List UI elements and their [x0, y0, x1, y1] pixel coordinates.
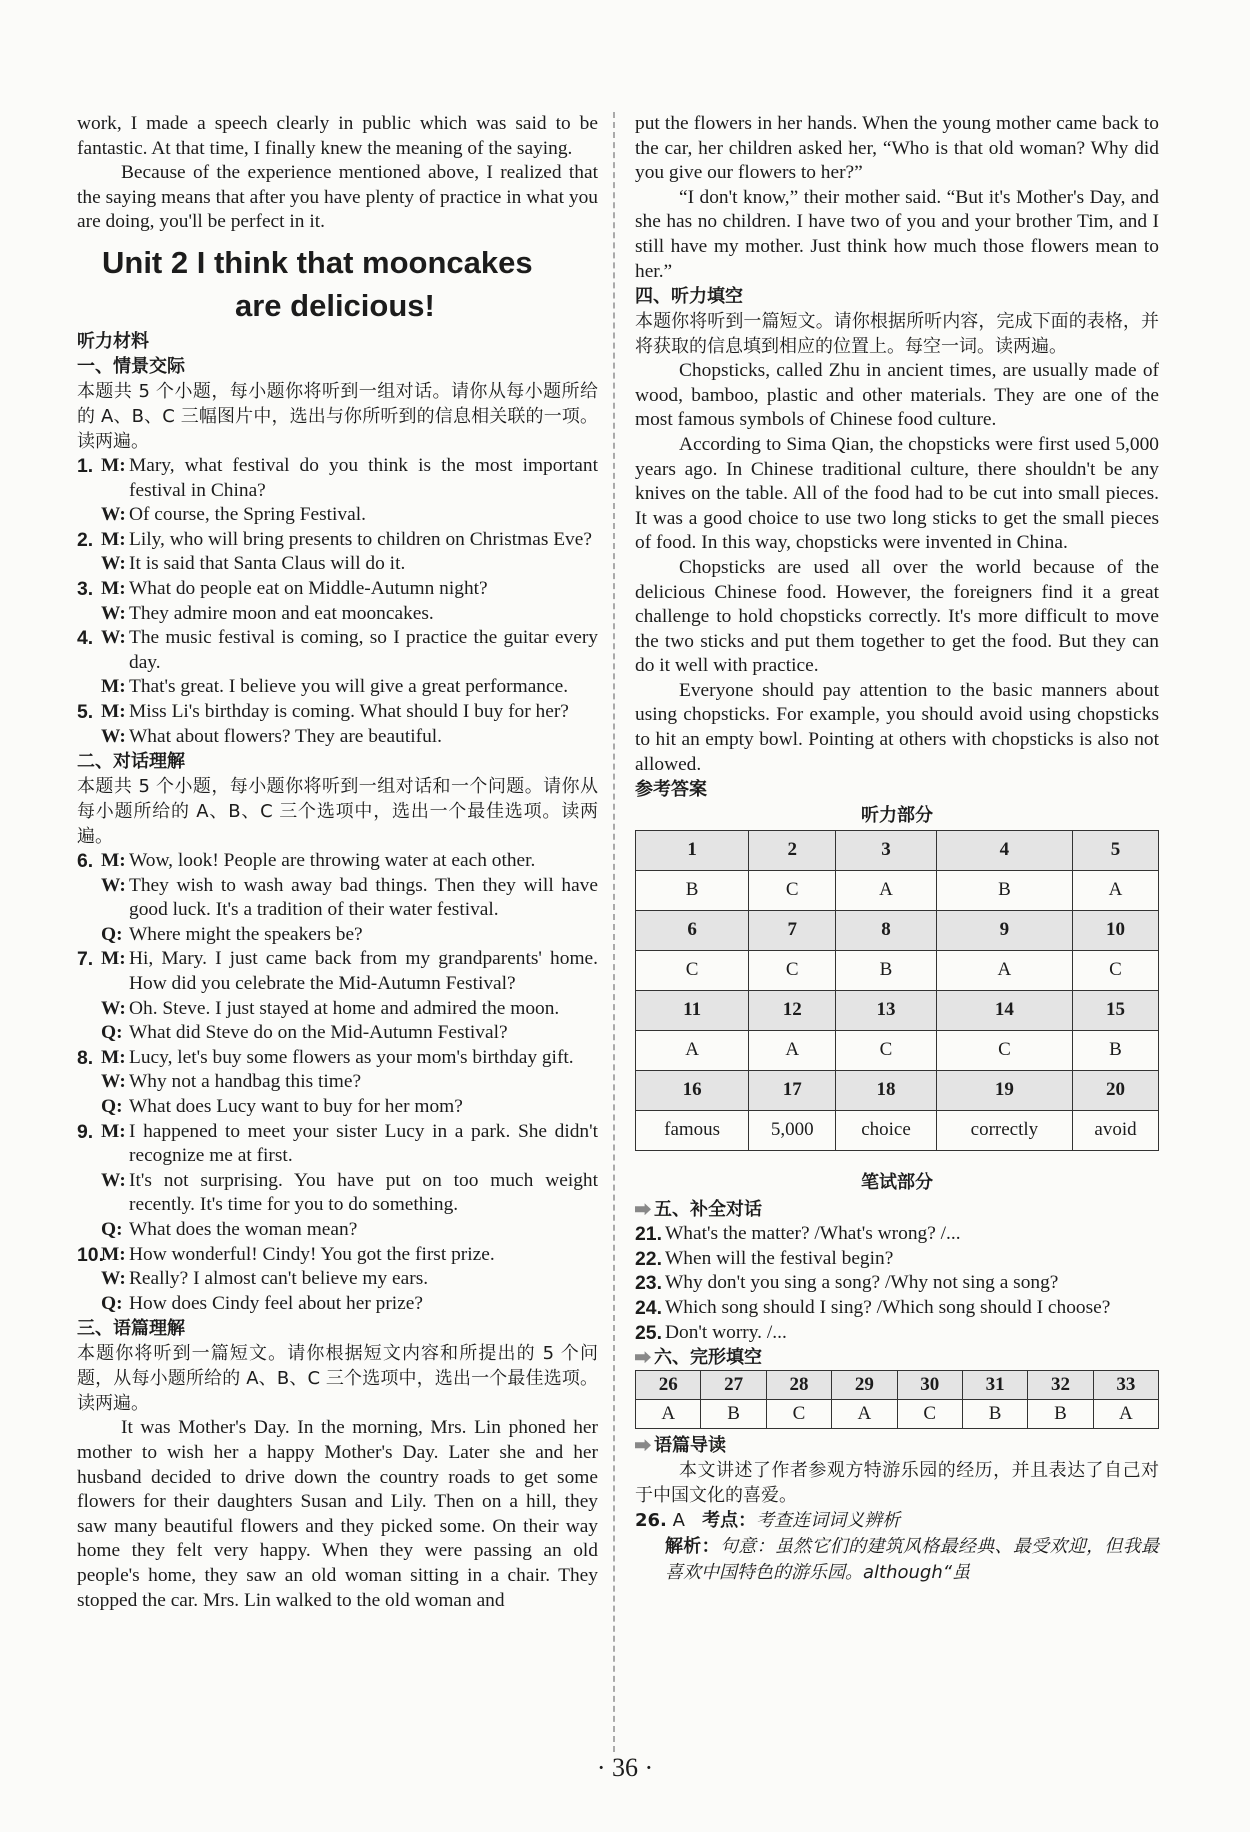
- reply-paragraph: “I don't know,” their mother said. “But it's Mother's Day, and she has no children. I have two of you and your brother Tim, and I still have my mother. Just think how much those flowers mean to her.”: [635, 186, 1159, 282]
- table-cell: 3: [836, 831, 937, 871]
- table-cell: 17: [749, 1071, 836, 1111]
- intro-paragraph: work, I made a speech clearly in public which was said to be fantastic. At that time, I finally knew the meaning of the saying.: [77, 113, 598, 159]
- answer-text: What's the matter? /What's wrong? /...: [665, 1223, 961, 1245]
- written-part-heading: 笔试部分: [861, 1172, 933, 1194]
- table-cell: A: [636, 1031, 749, 1071]
- section4-title: 四、听力填空: [635, 286, 743, 308]
- cloze-cell: 28: [766, 1371, 831, 1400]
- dialog-line: [77, 1095, 598, 1120]
- dialog-line: [77, 454, 598, 503]
- cloze-cell: A: [1093, 1400, 1158, 1429]
- dialog-text: What do people eat on Middle-Autumn night?: [129, 577, 488, 599]
- dialog-text: Wow, look! People are throwing water at each other.: [129, 850, 536, 872]
- answer-number: 21.: [635, 1223, 662, 1246]
- answer-line: [635, 1247, 1159, 1272]
- answer-number: 22.: [635, 1247, 662, 1270]
- table-row: [636, 871, 1159, 911]
- dialog-number: 6.: [77, 850, 94, 873]
- answer-number: 24.: [635, 1297, 662, 1320]
- cloze-cell: 30: [897, 1371, 962, 1400]
- dialog-text: They admire moon and eat mooncakes.: [129, 602, 434, 624]
- dialog-number: 1.: [77, 454, 94, 477]
- table-cell: 8: [836, 911, 937, 951]
- cloze-cell: 26: [636, 1371, 701, 1400]
- q26-answer: A: [672, 1510, 685, 1532]
- table-cell: A: [836, 871, 937, 911]
- dialog-line: [77, 1218, 598, 1243]
- speaker-label: W:: [101, 1169, 126, 1191]
- dialog-line: [77, 675, 598, 700]
- table-cell: C: [936, 1031, 1072, 1071]
- answer-line: [635, 1296, 1159, 1321]
- dialog-text: Where might the speakers be?: [129, 923, 363, 945]
- dialog-number: 4.: [77, 627, 94, 650]
- dialog-text: They wish to wash away bad things. Then they will have good luck. It's a tradition of their water festival.: [129, 874, 598, 921]
- q26-number: 26.: [635, 1510, 667, 1532]
- dialog-text: What about flowers? They are beautiful.: [129, 725, 442, 747]
- speaker-label: W:: [101, 553, 126, 575]
- table-cell: choice: [836, 1111, 937, 1151]
- table-cell: C: [636, 951, 749, 991]
- table-cell: A: [749, 1031, 836, 1071]
- table-cell: C: [836, 1031, 937, 1071]
- dialog-text: It's not surprising. You have put on too much weight recently. It's time for you to do something.: [129, 1169, 598, 1216]
- jiexi-label: 解析：: [665, 1536, 720, 1558]
- unit-title-line1: Unit 2 I think that mooncakes: [102, 244, 533, 280]
- section5-title: 五、补全对话: [635, 1197, 1159, 1222]
- table-cell: 13: [836, 991, 937, 1031]
- dialog-line: [77, 874, 598, 923]
- table-row: [636, 911, 1159, 951]
- table-cell: famous: [636, 1111, 749, 1151]
- cloze-cell: B: [701, 1400, 766, 1429]
- dialog-line: [77, 1169, 598, 1218]
- table-cell: 9: [936, 911, 1072, 951]
- cloze-cell: 31: [962, 1371, 1027, 1400]
- dialog-line: [77, 1292, 598, 1317]
- answer-line: [635, 1321, 1159, 1346]
- table-cell: 6: [636, 911, 749, 951]
- dialog-line: [77, 1046, 598, 1071]
- page-number: · 36 ·: [596, 1753, 654, 1782]
- table-row: [636, 1111, 1159, 1151]
- section6-title: 六、完形填空: [635, 1345, 1159, 1370]
- dialog-text: Of course, the Spring Festival.: [129, 504, 366, 526]
- table-cell: B: [836, 951, 937, 991]
- dialog-text: How does Cindy feel about her prize?: [129, 1292, 423, 1314]
- table-cell: 19: [936, 1071, 1072, 1111]
- section2-dialogs: [77, 849, 598, 1316]
- guide-text: 本文讲述了作者参观方特游乐园的经历，并且表达了自己对于中国文化的喜爱。: [635, 1460, 1159, 1507]
- section2-instructions: 本题共 5 个小题，每小题你将听到一组对话和一个问题。请你从每小题所给的 A、B、C 三个选项中，选出一个最佳选项。读两遍。: [77, 776, 598, 848]
- answer-text: Why don't you sing a song? /Why not sing a song?: [665, 1272, 1059, 1294]
- right-column: [635, 112, 1159, 1586]
- cloze-cell: A: [832, 1400, 897, 1429]
- arrow-icon: [635, 1351, 651, 1363]
- cloze-cell: B: [962, 1400, 1027, 1429]
- kaodian-text: 考查连词词义辨析: [756, 1510, 901, 1532]
- table-cell: 16: [636, 1071, 749, 1111]
- cloze-cell: 27: [701, 1371, 766, 1400]
- speaker-label: M:: [101, 1046, 126, 1068]
- dialog-line: [77, 503, 598, 528]
- table-cell: A: [1073, 871, 1159, 911]
- dialog-text: Really? I almost can't believe my ears.: [129, 1268, 429, 1290]
- dialog-number: 3.: [77, 577, 94, 600]
- dialog-number: 8.: [77, 1046, 94, 1069]
- speaker-label: W:: [101, 997, 126, 1019]
- dialog-text: How wonderful! Cindy! You got the first prize.: [129, 1243, 495, 1265]
- dialog-text: Miss Li's birthday is coming. What should I buy for her?: [129, 700, 569, 722]
- listening-part-heading: 听力部分: [861, 805, 933, 827]
- because-paragraph: Because of the experience mentioned above, I realized that the saying means that after you have plenty of practice in what you are doing, you'll be perfect in it.: [77, 162, 598, 233]
- kaodian-label: 考点：: [702, 1510, 757, 1532]
- table-cell: 18: [836, 1071, 937, 1111]
- chopsticks-para-4: Everyone should pay attention to the basic manners about using chopsticks. For example, you should avoid using chopsticks to hit an empty bowl. Pointing at others with chopsticks is also not allowed.: [635, 679, 1159, 775]
- table-row: [636, 991, 1159, 1031]
- section1-title: 一、情景交际: [77, 355, 185, 377]
- table-cell: 1: [636, 831, 749, 871]
- section3-passage: It was Mother's Day. In the morning, Mrs. Lin phoned her mother to wish her a happy Mother's Day. Later she and her husband decided to drive down the country roads to get some flowers for their daughters Susan and Lily. Then on a hill, they saw many beautiful flowers and they picked some. On their way home they felt very happy. When they were passing an old people's home, they saw an old woman sitting in a chair. They stopped the car. Mrs. Lin walked to the old woman and: [77, 1417, 598, 1611]
- speaker-label: M:: [101, 676, 126, 698]
- answer-text: When will the festival begin?: [665, 1247, 894, 1269]
- speaker-label: Q:: [101, 1096, 123, 1118]
- table-cell: C: [749, 871, 836, 911]
- speaker-label: W:: [101, 1268, 126, 1290]
- dialog-line: [77, 626, 598, 675]
- arrow-icon: [635, 1203, 651, 1215]
- dialog-number: 2.: [77, 528, 94, 551]
- table-cell: 14: [936, 991, 1072, 1031]
- chopsticks-para-2: According to Sima Qian, the chopsticks were first used 5,000 years ago. In Chinese traditional culture, there shouldn't be any knives on the table. All of the food had to be cut into small pieces. It was a good choice to use two long sticks to get the small pieces of food. In this way, chopsticks were invented in China.: [635, 433, 1159, 554]
- dialog-line: [77, 1120, 598, 1169]
- table-cell: 5: [1073, 831, 1159, 871]
- q26-line: [635, 1508, 1159, 1534]
- answer-number: 23.: [635, 1272, 662, 1295]
- dialog-line: [77, 725, 598, 750]
- continued-paragraph: put the flowers in her hands. When the young mother came back to the car, her children asked her, “Who is that old woman? Why did you give our flowers to her?”: [635, 113, 1159, 184]
- dialog-line: [77, 849, 598, 874]
- speaker-label: Q:: [101, 1022, 123, 1044]
- dialog-number: 10.: [77, 1243, 104, 1266]
- dialog-number: 9.: [77, 1120, 94, 1143]
- answer-number: 25.: [635, 1321, 662, 1344]
- cloze-row: [636, 1371, 1159, 1400]
- table-cell: 12: [749, 991, 836, 1031]
- answer-text: Which song should I sing? /Which song should I choose?: [665, 1297, 1111, 1319]
- dialog-text: Oh. Steve. I just stayed at home and admired the moon.: [129, 997, 560, 1019]
- table-row: [636, 1031, 1159, 1071]
- column-divider: [613, 112, 615, 1752]
- speaker-label: Q:: [101, 923, 123, 945]
- table-cell: 2: [749, 831, 836, 871]
- dialog-line: [77, 1021, 598, 1046]
- speaker-label: W:: [101, 725, 126, 747]
- speaker-label: M:: [101, 577, 126, 599]
- table-cell: C: [749, 951, 836, 991]
- cloze-cell: 29: [832, 1371, 897, 1400]
- table-cell: B: [936, 871, 1072, 911]
- left-column: [77, 112, 598, 1613]
- dialog-number: 7.: [77, 948, 94, 971]
- speaker-label: W:: [101, 602, 126, 624]
- speaker-label: M:: [101, 850, 126, 872]
- section1-instructions: 本题共 5 个小题，每小题你将听到一组对话。请你从每小题所给的 A、B、C 三幅图片中，选出与你所听到的信息相关联的一项。读两遍。: [77, 380, 598, 452]
- table-cell: B: [1073, 1031, 1159, 1071]
- table-cell: correctly: [936, 1111, 1072, 1151]
- speaker-label: W:: [101, 1071, 126, 1093]
- speaker-label: W:: [101, 874, 126, 896]
- dialog-text: What does Lucy want to buy for her mom?: [129, 1096, 463, 1118]
- dialog-text: What does the woman mean?: [129, 1219, 358, 1240]
- table-cell: 11: [636, 991, 749, 1031]
- speaker-label: W:: [101, 504, 126, 526]
- table-cell: 7: [749, 911, 836, 951]
- table-cell: B: [636, 871, 749, 911]
- jiexi-text: 句意：虽然它们的建筑风格最经典、最受欢迎，但我最喜欢中国特色的游乐园。although“虽: [665, 1536, 1160, 1584]
- unit-title: [77, 241, 598, 327]
- table-cell: 10: [1073, 911, 1159, 951]
- chopsticks-para-3: Chopsticks are used all over the world because of the delicious Chinese food. However, the foreigners find it a great challenge to hold chopsticks correctly. It's more difficult to move the two sticks and put them together to get the food. But they can do it well with practice.: [635, 556, 1159, 677]
- table-row: [636, 951, 1159, 991]
- dialog-text: It is said that Santa Claus will do it.: [129, 553, 406, 575]
- speaker-label: Q:: [101, 1292, 123, 1314]
- cloze-cell: A: [636, 1400, 701, 1429]
- speaker-label: Q:: [101, 1219, 123, 1240]
- speaker-label: W:: [101, 627, 126, 649]
- section3-title: 三、语篇理解: [77, 1318, 185, 1340]
- dialog-line: [77, 577, 598, 602]
- section1-dialogs: [77, 454, 598, 749]
- guide-title: 语篇导读: [635, 1433, 1159, 1458]
- speaker-label: M:: [101, 948, 126, 970]
- chopsticks-para-1: Chopsticks, called Zhu in ancient times, are usually made of wood, bamboo, plastic and other materials. They are one of the most famous symbols of Chinese food culture.: [635, 360, 1159, 431]
- dialog-line: [77, 528, 598, 553]
- section5-answers: [635, 1222, 1159, 1345]
- dialog-line: [77, 947, 598, 996]
- dialog-line: [77, 1267, 598, 1292]
- speaker-label: M:: [101, 1120, 126, 1142]
- table-cell: 4: [936, 831, 1072, 871]
- dialog-line: [77, 1243, 598, 1268]
- dialog-line: [77, 552, 598, 577]
- section2-title: 二、对话理解: [77, 751, 185, 773]
- cloze-cell: C: [897, 1400, 962, 1429]
- jiexi-block: [635, 1534, 1159, 1586]
- arrow-icon: [635, 1439, 651, 1451]
- dialog-line: [77, 997, 598, 1022]
- dialog-line: [77, 700, 598, 725]
- cloze-cell: 33: [1093, 1371, 1158, 1400]
- answer-line: [635, 1222, 1159, 1247]
- speaker-label: M:: [101, 1243, 126, 1265]
- dialog-text: Lily, who will bring presents to children on Christmas Eve?: [129, 528, 592, 550]
- dialog-text: Hi, Mary. I just came back from my grandparents' home. How did you celebrate the Mid-Autumn Festival?: [129, 948, 598, 995]
- answer-line: [635, 1271, 1159, 1296]
- dialog-line: [77, 602, 598, 627]
- dialog-text: Mary, what festival do you think is the most important festival in China?: [129, 454, 598, 501]
- cloze-cell: C: [766, 1400, 831, 1429]
- dialog-text: That's great. I believe you will give a great performance.: [129, 676, 569, 698]
- table-cell: 20: [1073, 1071, 1159, 1111]
- dialog-line: [77, 923, 598, 948]
- answer-text: Don't worry. /...: [665, 1321, 787, 1343]
- table-row: [636, 831, 1159, 871]
- cloze-answer-table: [635, 1370, 1159, 1429]
- cloze-cell: B: [1028, 1400, 1093, 1429]
- dialog-number: 5.: [77, 700, 94, 723]
- section3-instructions: 本题你将听到一篇短文。请你根据短文内容和所提出的 5 个问题，从每小题所给的 A、B、C 三个选项中，选出一个最佳选项。读两遍。: [77, 1343, 598, 1415]
- unit-title-line2: are delicious!: [235, 287, 435, 323]
- table-row: [636, 1071, 1159, 1111]
- dialog-text: The music festival is coming, so I practice the guitar every day.: [129, 627, 598, 673]
- dialog-text: Why not a handbag this time?: [129, 1071, 362, 1093]
- dialog-text: I happened to meet your sister Lucy in a park. She didn't recognize me at first.: [129, 1120, 598, 1167]
- speaker-label: M:: [101, 454, 126, 476]
- dialog-text: What did Steve do on the Mid-Autumn Festival?: [129, 1022, 508, 1044]
- speaker-label: M:: [101, 528, 126, 550]
- dialog-line: [77, 1070, 598, 1095]
- section4-instructions: 本题你将听到一篇短文。请你根据所听内容，完成下面的表格，并将获取的信息填到相应的位置上。每空一词。读两遍。: [635, 311, 1159, 358]
- cloze-cell: 32: [1028, 1371, 1093, 1400]
- listening-material-heading: 听力材料: [77, 330, 149, 352]
- speaker-label: M:: [101, 700, 126, 722]
- table-cell: 5,000: [749, 1111, 836, 1151]
- table-cell: 15: [1073, 991, 1159, 1031]
- cloze-row: [636, 1400, 1159, 1429]
- dialog-text: Lucy, let's buy some flowers as your mom's birthday gift.: [129, 1046, 574, 1068]
- listening-answer-table: [635, 830, 1159, 1151]
- table-cell: avoid: [1073, 1111, 1159, 1151]
- table-cell: A: [936, 951, 1072, 991]
- reference-answers-heading: 参考答案: [635, 779, 707, 801]
- table-cell: C: [1073, 951, 1159, 991]
